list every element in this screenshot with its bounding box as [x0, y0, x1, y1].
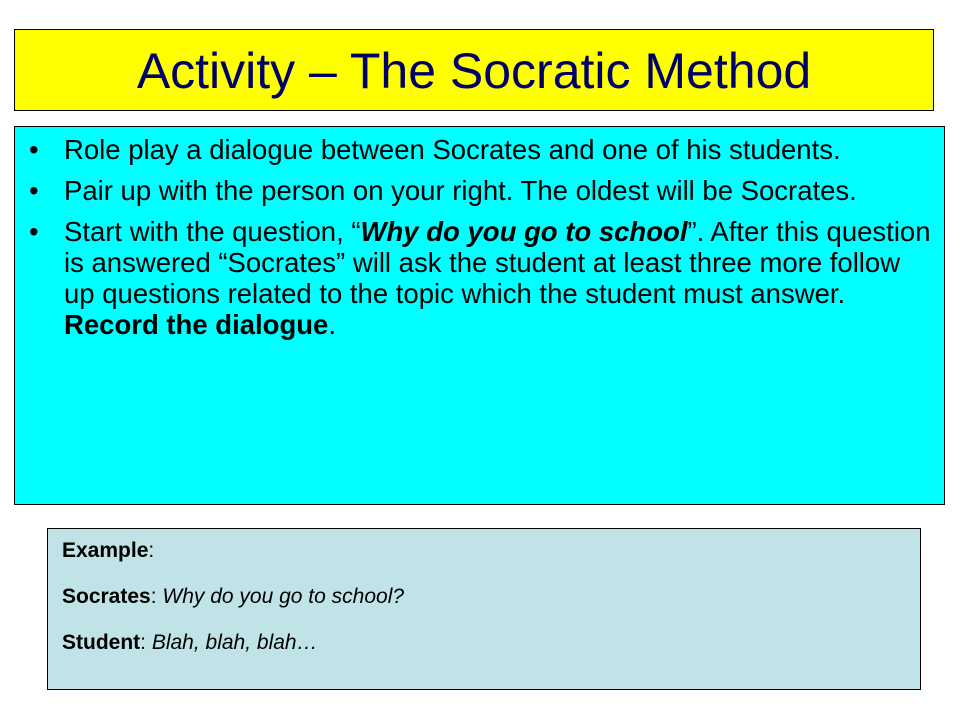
speaker-label: Student — [62, 631, 141, 654]
list-item — [15, 175, 946, 206]
dialogue-line-student — [62, 630, 920, 656]
bullet-text: Pair up with the person on your right. The oldest will be Socrates. — [64, 175, 857, 206]
example-label: Example — [62, 539, 149, 562]
bullet-icon: • — [29, 134, 39, 165]
example-colon: : — [148, 539, 155, 562]
instructions-list — [15, 134, 946, 350]
speech-text: Blah, blah, blah… — [151, 631, 318, 654]
example-panel — [47, 528, 921, 690]
bullet-text-end: . — [328, 309, 336, 340]
list-item — [15, 216, 946, 340]
example-heading — [62, 538, 920, 564]
dialogue-line-socrates — [62, 584, 920, 610]
bullet-text-middle: ”. After this question is answered “Socrates” will ask the student at least three more follow up questions related to the topic which the student must answer. — [64, 216, 931, 309]
question-emphasis: Why do you go to school — [360, 216, 688, 247]
record-instruction: Record the dialogue — [64, 309, 329, 340]
title-banner — [14, 29, 934, 111]
speech-text: Why do you go to school? — [162, 585, 405, 608]
bullet-icon: • — [29, 216, 39, 247]
speaker-label: Socrates — [62, 585, 151, 608]
speaker-separator: : — [150, 585, 163, 608]
instructions-panel — [14, 126, 945, 505]
bullet-text-start: Start with the question, “ — [64, 216, 361, 247]
bullet-text: Role play a dialogue between Socrates and one of his students. — [64, 134, 841, 165]
page-title: Activity – The Socratic Method — [136, 43, 812, 99]
list-item — [15, 134, 946, 165]
speaker-separator: : — [140, 631, 152, 654]
bullet-icon: • — [29, 175, 39, 206]
